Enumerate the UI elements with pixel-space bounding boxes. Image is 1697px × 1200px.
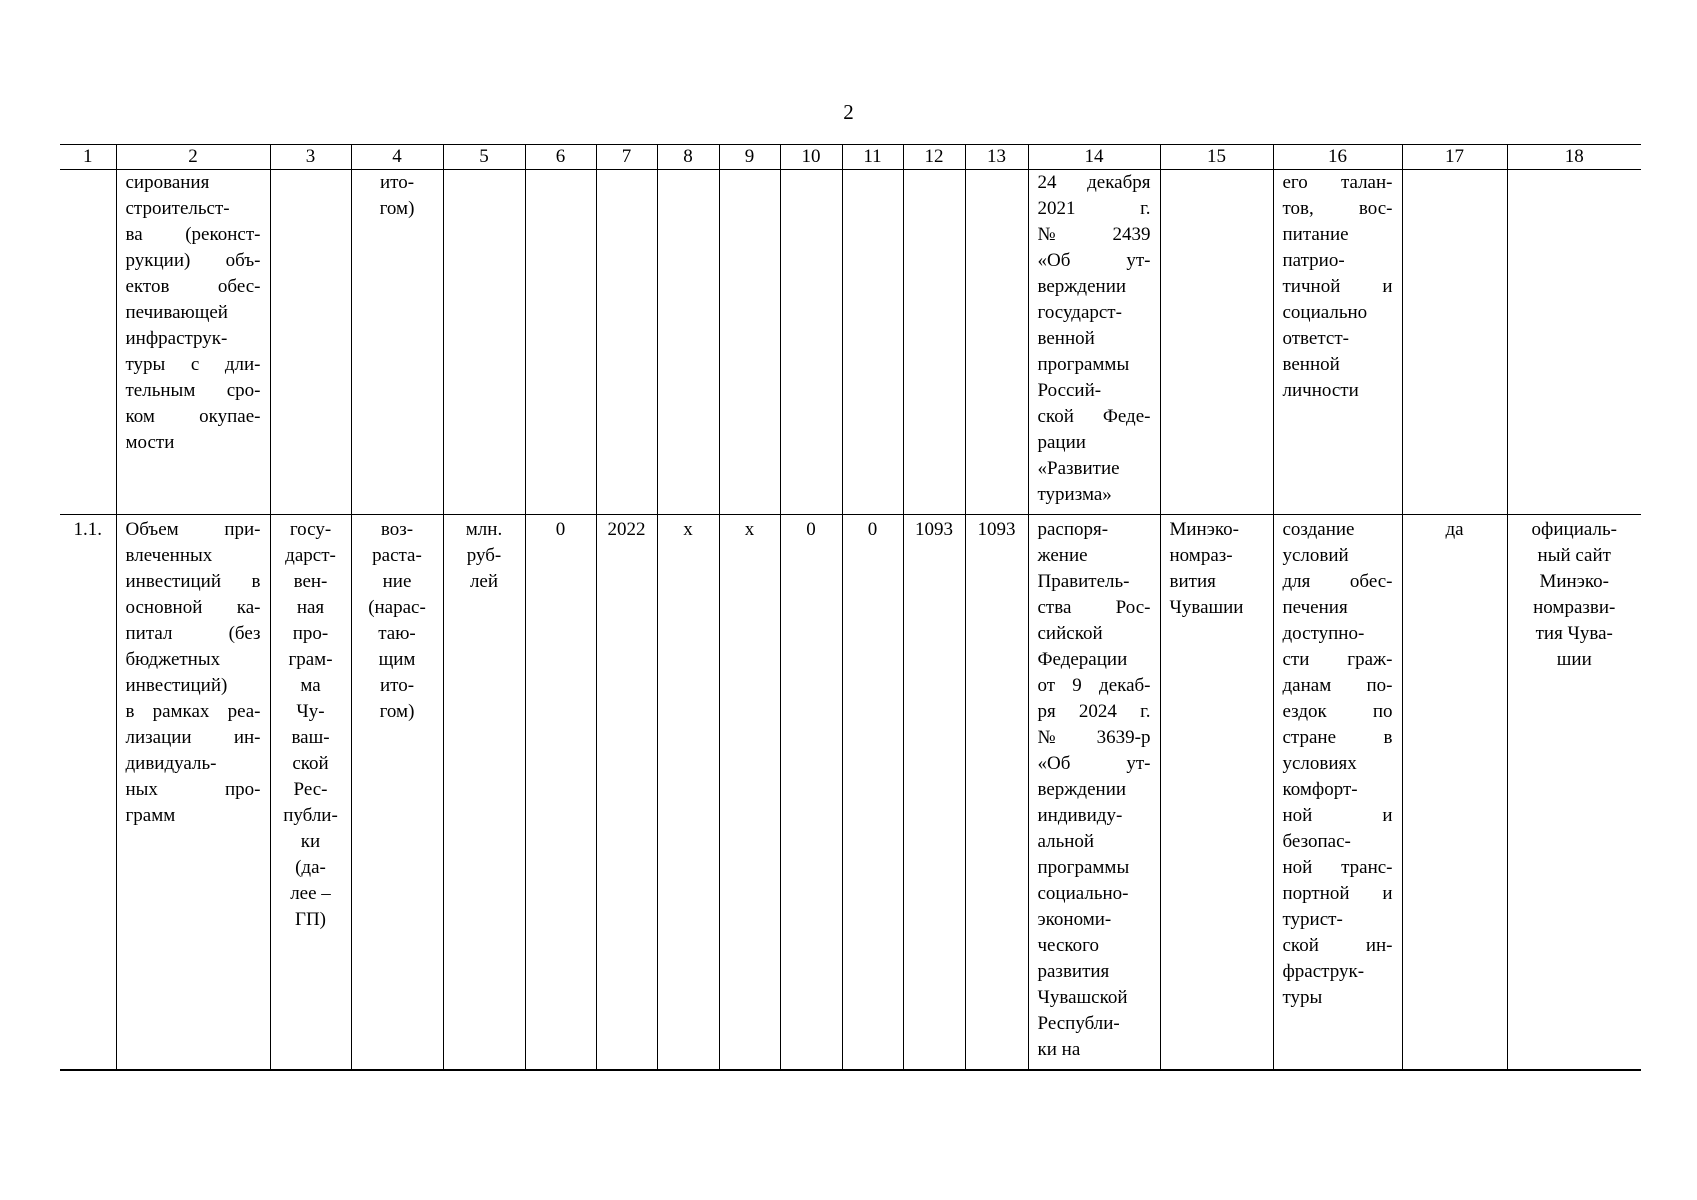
column-number: 3 (270, 145, 351, 170)
cell-text-line: Объем при- (125, 519, 261, 540)
cell-text-line: (да- (295, 857, 326, 878)
cell-col10 (780, 170, 842, 515)
cell-col15 (1160, 170, 1273, 515)
table-row (60, 170, 1641, 515)
cell-text-line: ки на (1037, 1039, 1081, 1060)
cell-col7 (596, 170, 657, 515)
cell-col8: x (657, 515, 719, 1071)
cell-text-line: венной (1037, 328, 1095, 349)
cell-text-line: шии (1556, 649, 1592, 670)
cell-text-line: лее – (290, 883, 331, 904)
cell-text-line: Правитель- (1037, 571, 1130, 592)
cell-col17 (1402, 170, 1507, 515)
cell-text-line: индивиду- (1037, 805, 1123, 826)
cell-text-line: вития (1169, 571, 1216, 592)
column-number: 17 (1402, 145, 1507, 170)
cell-responsible (1160, 515, 1273, 1071)
cell-text-line: ектов обес- (125, 276, 261, 297)
cell-col8 (657, 170, 719, 515)
cell-text-line: Рес- (293, 779, 328, 800)
cell-col17: да (1402, 515, 1507, 1071)
column-number: 10 (780, 145, 842, 170)
cell-text-line: ответст- (1282, 328, 1349, 349)
cell-text-line: дарст- (285, 545, 336, 566)
cell-col13 (965, 170, 1028, 515)
column-number: 4 (351, 145, 443, 170)
cell-text-line: для обес- (1282, 571, 1393, 592)
cell-text-line: верждении (1037, 779, 1127, 800)
column-number: 9 (719, 145, 780, 170)
cell-text-line: № 3639-р (1037, 727, 1151, 748)
cell-text-line: ской (292, 753, 329, 774)
cell-text-line: туры с дли- (125, 354, 261, 375)
cell-text-line: Минэко- (1539, 571, 1609, 592)
cell-text-line: доступно- (1282, 623, 1365, 644)
cell-level (270, 515, 351, 1071)
cell-text-line: гом) (379, 198, 415, 219)
cell-source (1507, 515, 1641, 1071)
cell-text-line: ком окупае- (125, 406, 261, 427)
column-number: 8 (657, 145, 719, 170)
cell-trend (351, 515, 443, 1071)
cell-text-line: ных про- (125, 779, 261, 800)
cell-text-line: ской Феде- (1037, 406, 1151, 427)
cell-document (1028, 515, 1160, 1071)
column-number: 2 (116, 145, 270, 170)
cell-text-line: ма (300, 675, 321, 696)
cell-text-line: питал (без (125, 623, 261, 644)
cell-col9 (719, 170, 780, 515)
cell-text-line: печивающей (125, 302, 228, 323)
cell-col5 (443, 170, 525, 515)
cell-text-line: ной и (1282, 805, 1393, 826)
cell-text-line: ской ин- (1282, 935, 1393, 956)
cell-text-line: верждении (1037, 276, 1127, 297)
cell-text-line: бюджетных (125, 649, 221, 670)
cell-col11 (842, 170, 903, 515)
cell-goal (1273, 515, 1402, 1071)
column-number: 13 (965, 145, 1028, 170)
cell-text-line: тия Чува- (1535, 623, 1613, 644)
cell-col9: x (719, 515, 780, 1071)
cell-text-line: грам- (288, 649, 333, 670)
cell-col11: 0 (842, 515, 903, 1071)
cell-text-line: ГП) (294, 909, 327, 930)
column-number: 18 (1507, 145, 1641, 170)
cell-text-line: ной транс- (1282, 857, 1393, 878)
cell-text-line: туризма» (1037, 484, 1112, 505)
cell-text-line: инфраструк- (125, 328, 228, 349)
cell-text-line: щим (378, 649, 416, 670)
cell-text-line: фраструк- (1282, 961, 1365, 982)
column-number: 15 (1160, 145, 1273, 170)
cell-text-line: основной ка- (125, 597, 261, 618)
cell-text-line: в рамках реа- (125, 701, 261, 722)
column-number: 16 (1273, 145, 1402, 170)
cell-text-line: таю- (378, 623, 416, 644)
cell-text-line: 24 декабря (1037, 172, 1151, 193)
cell-text-line: Чу- (296, 701, 325, 722)
cell-text-line: венной (1282, 354, 1340, 375)
cell-text-line: мости (125, 432, 175, 453)
cell-col12 (903, 170, 965, 515)
cell-text-line: воз- (380, 519, 414, 540)
cell-unit (443, 515, 525, 1071)
cell-text-line: инвестиций в (125, 571, 261, 592)
cell-text-line: инвестиций) (125, 675, 228, 696)
cell-text-line: раста- (372, 545, 422, 566)
cell-text-line: тельным сро- (125, 380, 261, 401)
cell-text-line: Россий- (1037, 380, 1102, 401)
cell-text-line: сти граж- (1282, 649, 1393, 670)
cell-text-line: вен- (293, 571, 328, 592)
cell-text-line: ва (реконст- (125, 224, 261, 245)
cell-text-line: сирования (125, 172, 210, 193)
cell-text-line: «Развитие (1037, 458, 1120, 479)
cell-text-line: государст- (1037, 302, 1122, 323)
cell-text-line: рукции) объ- (125, 250, 261, 271)
cell-text-line: тов, вос- (1282, 198, 1393, 219)
cell-col3 (270, 170, 351, 515)
cell-text-line: публи- (283, 805, 338, 826)
cell-text-line: 2021 г. (1037, 198, 1151, 219)
cell-text-line: туры (1282, 987, 1323, 1008)
cell-text-line: ря 2024 г. (1037, 701, 1151, 722)
cell-text-line: личности (1282, 380, 1359, 401)
cell-text-line: от 9 декаб- (1037, 675, 1151, 696)
cell-indicator (116, 170, 270, 515)
cell-text-line: развития (1037, 961, 1110, 982)
cell-text-line: «Об ут- (1037, 250, 1151, 271)
cell-col13: 1093 (965, 515, 1028, 1071)
cell-text-line: гом) (379, 701, 415, 722)
cell-text-line: Республи- (1037, 1013, 1120, 1034)
column-number: 1 (60, 145, 116, 170)
cell-text-line: данам по- (1282, 675, 1393, 696)
cell-text-line: ства Рос- (1037, 597, 1151, 618)
cell-text-line: лей (469, 571, 499, 592)
cell-text-line: тичной и (1282, 276, 1393, 297)
cell-text-line: официаль- (1531, 519, 1617, 540)
cell-text-line: номразви- (1533, 597, 1616, 618)
cell-text-line: ный сайт (1537, 545, 1611, 566)
cell-text-line: сийской (1037, 623, 1103, 644)
cell-col6 (525, 170, 596, 515)
cell-text-line: условий (1282, 545, 1349, 566)
cell-text-line: социально- (1037, 883, 1129, 904)
cell-text-line: патрио- (1282, 250, 1345, 271)
cell-text-line: экономи- (1037, 909, 1112, 930)
cell-text-line: питание (1282, 224, 1349, 245)
cell-text-line: Федерации (1037, 649, 1128, 670)
cell-col10: 0 (780, 515, 842, 1071)
cell-text-line: дивидуаль- (125, 753, 217, 774)
cell-col7: 2022 (596, 515, 657, 1071)
cell-col12: 1093 (903, 515, 965, 1071)
cell-text-line: влеченных (125, 545, 213, 566)
cell-trend (351, 170, 443, 515)
column-number: 6 (525, 145, 596, 170)
column-number: 5 (443, 145, 525, 170)
cell-row-number: 1.1. (60, 515, 116, 1071)
cell-text-line: грамм (125, 805, 176, 826)
cell-text-line: № 2439 (1037, 224, 1151, 245)
cell-text-line: альной (1037, 831, 1095, 852)
cell-text-line: турист- (1282, 909, 1343, 930)
cell-text-line: его талан- (1282, 172, 1393, 193)
cell-indicator (116, 515, 270, 1071)
cell-text-line: ито- (379, 675, 415, 696)
cell-text-line: ние (382, 571, 412, 592)
cell-document (1028, 170, 1160, 515)
cell-text-line: (нарас- (368, 597, 426, 618)
cell-text-line: программы (1037, 857, 1130, 878)
cell-text-line: комфорт- (1282, 779, 1358, 800)
column-number: 11 (842, 145, 903, 170)
cell-text-line: ваш- (291, 727, 330, 748)
cell-text-line: безопас- (1282, 831, 1351, 852)
cell-text-line: условиях (1282, 753, 1357, 774)
cell-text-line: портной и (1282, 883, 1393, 904)
cell-text-line: млн. (465, 519, 503, 540)
table-row (60, 515, 1641, 1071)
cell-text-line: ная (296, 597, 325, 618)
cell-text-line: ездок по (1282, 701, 1393, 722)
cell-text-line: жение (1037, 545, 1088, 566)
cell-text-line: рации (1037, 432, 1086, 453)
cell-text-line: распоря- (1037, 519, 1109, 540)
column-number: 14 (1028, 145, 1160, 170)
cell-text-line: ческого (1037, 935, 1099, 956)
cell-text-line: Чувашии (1169, 597, 1244, 618)
cell-col18 (1507, 170, 1641, 515)
cell-text-line: про- (292, 623, 329, 644)
column-number: 7 (596, 145, 657, 170)
indicators-table (60, 144, 1641, 1071)
cell-text-line: ито- (379, 172, 415, 193)
cell-text-line: «Об ут- (1037, 753, 1151, 774)
cell-text-line: создание (1282, 519, 1355, 540)
column-number: 12 (903, 145, 965, 170)
page-number: 2 (843, 100, 854, 124)
column-number-row (60, 145, 1641, 170)
cell-text-line: Минэко- (1169, 519, 1239, 540)
cell-text-line: госу- (289, 519, 332, 540)
cell-col6: 0 (525, 515, 596, 1071)
cell-col1 (60, 170, 116, 515)
cell-goal (1273, 170, 1402, 515)
cell-text-line: социально (1282, 302, 1368, 323)
cell-text-line: стране в (1282, 727, 1393, 748)
cell-text-line: ки (300, 831, 321, 852)
cell-text-line: программы (1037, 354, 1130, 375)
cell-text-line: строительст- (125, 198, 230, 219)
cell-text-line: Чувашской (1037, 987, 1128, 1008)
cell-text-line: печения (1282, 597, 1348, 618)
cell-text-line: лизации ин- (125, 727, 261, 748)
cell-text-line: номраз- (1169, 545, 1233, 566)
cell-text-line: руб- (466, 545, 502, 566)
